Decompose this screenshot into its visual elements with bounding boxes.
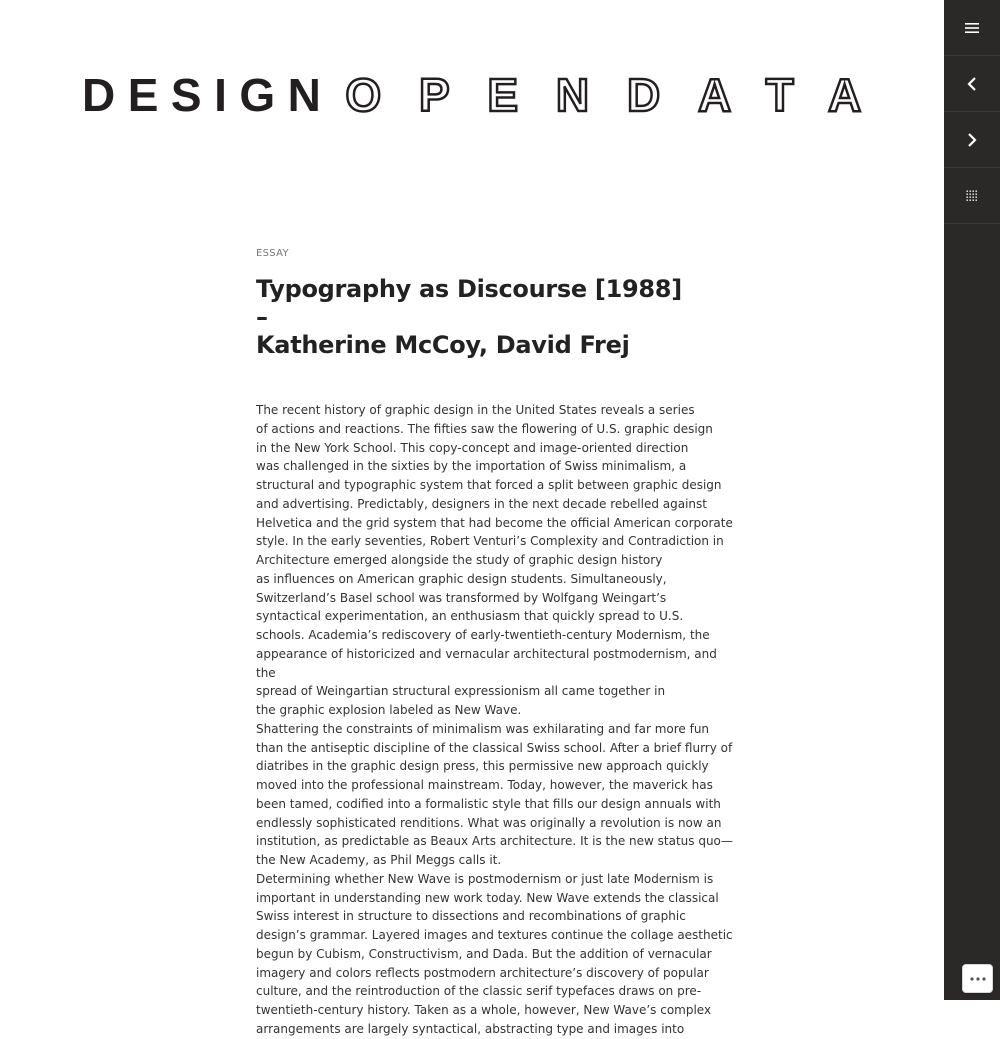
article-body-line: Architecture emerged alongside the study of graphic design history [256,553,663,567]
article-body-line: endlessly sophisticated renditions. What was originally a revolution is now an [256,815,722,830]
article-body-line: culture, and the reintroduction of the classic serif typefaces draws on pre- [256,984,702,999]
article-body-line: appearance of historicized and vernacular architectural postmodernism, and [256,646,717,661]
article-body-line: and advertising. Predictably, designers in the next decade rebelled against [256,496,707,511]
article-body-line: schools. Academia’s rediscovery of early-twentieth-century Modernism, the [256,628,710,642]
article-body-line: in the New York School. This copy-concept and image-oriented direction [256,440,689,455]
sidebar [944,0,1000,1000]
article-body-line: been tamed, codified into a formalistic style that fills our design annuals with [256,796,721,811]
article-title-line: Typography as Discourse [1988] – [256,275,682,331]
article-body-line: the New Academy, as Phil Meggs calls it. [256,853,502,867]
previous-post-button[interactable] [944,56,1000,112]
article-body-line: begun by Cubism, Constructivism, and Dada. But the addition of vernacular [256,946,712,961]
article-body-line: design’s grammar. Layered images and textures continue the collage aesthetic [256,928,733,942]
article-body-line: Swiss interest in structure to dissections and recombinations of graphic [256,909,686,924]
article-body [256,401,733,1039]
article-body-line: arrangements are largely syntactical, abstracting type and images into [256,1021,685,1036]
site-logo[interactable] [82,70,899,120]
article-body-line: spread of Weingartian structural expressionism all came together in [256,684,666,699]
hamburger-menu-icon [965,22,979,34]
more-actions-button[interactable] [962,964,993,993]
article-body-line: institution, as predictable as Beaux Arts architecture. It is the new status quo— [256,834,733,849]
article-body-line: Shattering the constraints of minimalism was exhilarating and far more fun [256,721,710,736]
next-post-button[interactable] [944,112,1000,168]
menu-toggle-button[interactable] [944,0,1000,56]
article-body-line: the graphic explosion labeled as New Wave. [256,703,522,717]
ellipsis-icon [970,977,986,981]
article-body-line: Switzerland’s Basel school was transformed by Wolfgang Weingart’s [256,590,667,605]
grid-view-button[interactable] [944,168,1000,224]
article-body-line: diatribes in the graphic design press, this permissive new approach quickly [256,759,709,774]
article-title [256,275,696,359]
article-body-line: structural and typographic system that forced a split between graphic design [256,478,722,492]
article-body-line: important in understanding new work today. New Wave extends the classical [256,890,719,905]
article-body-line: of actions and reactions. The fifties saw the flowering of U.S. graphic design [256,421,713,436]
category-link[interactable]: ESSAY [256,248,289,259]
chevron-right-icon [966,132,978,148]
article-body-line: Helvetica and the grid system that had become the official American corporate [256,515,733,530]
article-body-line: than the antiseptic discipline of the classical Swiss school. After a brief flurry of [256,740,733,755]
article [256,248,733,1039]
article-title-line: Katherine McCoy, David Frej [256,331,630,359]
chevron-left-icon [966,76,978,92]
article-body-line: moved into the professional mainstream. Today, however, the maverick has [256,778,713,792]
article-body-line: twentieth-century history. Taken as a whole, however, New Wave’s complex [256,1003,712,1017]
article-body-line: imagery and colors reflects postmodern architecture’s discovery of popular [256,965,709,980]
article-body-line: syntactical experimentation, an enthusiasm that quickly spread to U.S. [256,609,684,624]
grid-dots-icon [966,190,978,202]
article-body-line: the [256,665,276,680]
logo-opendata-wordmark: OPENDATA [345,69,900,121]
article-body-line: The recent history of graphic design in the United States reveals a series [256,403,695,417]
logo-design-wordmark: DESIGN [82,69,334,121]
article-body-line: was challenged in the sixties by the importation of Swiss minimalism, a [256,459,687,474]
article-body-line: as influences on American graphic design students. Simultaneously, [256,571,667,586]
article-body-line: style. In the early seventies, Robert Venturi’s Complexity and Contradiction in [256,534,724,549]
article-body-line: Determining whether New Wave is postmodernism or just late Modernism is [256,871,714,886]
